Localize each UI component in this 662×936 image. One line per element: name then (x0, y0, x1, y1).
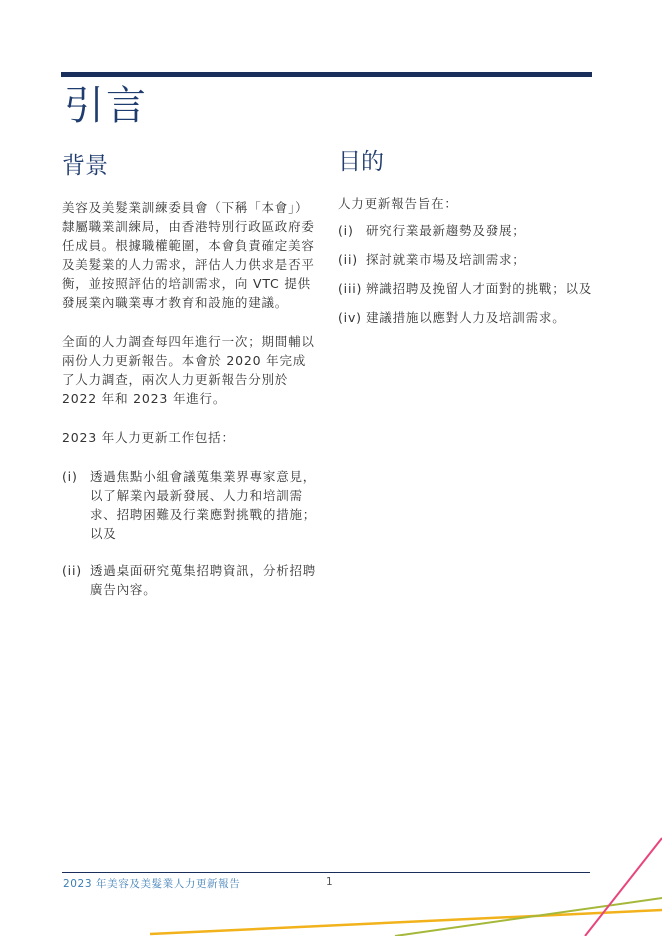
decorative-yellow-line (150, 910, 662, 934)
list-item-text: 透過焦點小組會議蒐集業界專家意見，以了解業內最新發展、人力和培訓需求、招聘困難及行業應對挑戰的措施；以及 (90, 469, 317, 541)
background-paragraph: 2023 年人力更新工作包括： (62, 430, 235, 445)
footer-report-title: 2023 年美容及美髮業人力更新報告 (63, 878, 241, 890)
list-marker: (iv) (338, 310, 362, 325)
list-item-text: 建議措施以應對人力及培訓需求。 (366, 310, 566, 325)
list-marker: (iii) (338, 281, 363, 296)
objectives-intro: 人力更新報告旨在： (338, 196, 458, 211)
list-item-text: 研究行業最新趨勢及發展； (366, 223, 526, 238)
page-number: 1 (326, 876, 333, 888)
list-item-text: 探討就業市場及培訓需求； (366, 252, 526, 267)
list-marker: (ii) (62, 563, 82, 578)
decorative-green-line (395, 898, 662, 936)
list-marker: (i) (62, 469, 78, 484)
decorative-pink-line (585, 838, 662, 936)
section-heading-objectives: 目的 (338, 149, 384, 175)
list-item-text: 辨識招聘及挽留人才面對的挑戰；以及 (366, 281, 593, 296)
section-heading-background: 背景 (62, 153, 108, 179)
list-item-text: 透過桌面研究蒐集招聘資訊，分析招聘廣告內容。 (90, 563, 317, 597)
background-paragraph: 全面的人力調查每四年進行一次；期間輔以兩份人力更新報告。本會於 2020 年完成了人力調查，兩次人力更新報告分別於 2022 年和 2023 年進行。 (62, 334, 315, 406)
list-marker: (i) (338, 223, 354, 238)
background-paragraph: 美容及美髮業訓練委員會（下稱「本會」）隸屬職業訓練局，由香港特別行政區政府委任成員。根據職權範圍，本會負責確定美容及美髮業的人力需求，評估人力供求是否平衡，並按照評估的培訓需求，向 VTC 提供發展業內職業專才教育和設施的建議。 (62, 200, 315, 310)
list-marker: (ii) (338, 252, 358, 267)
page-title: 引言 (64, 83, 148, 129)
